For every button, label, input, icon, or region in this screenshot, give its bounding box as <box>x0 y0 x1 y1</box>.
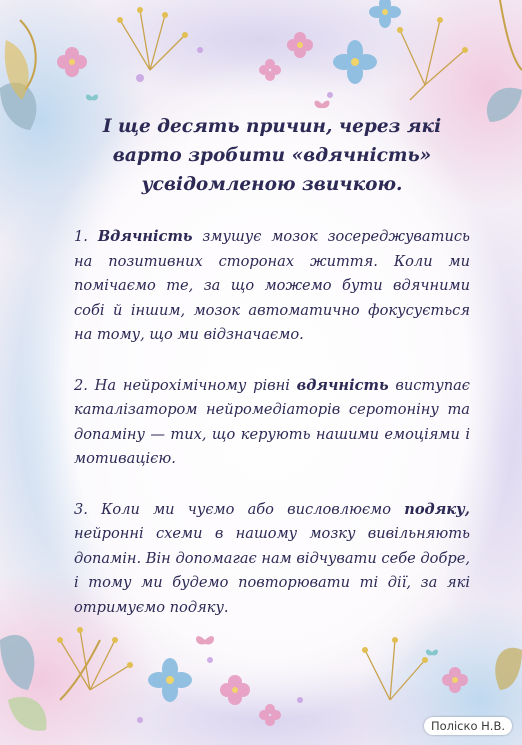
page-title: І ще десять причин, через які варто зробити «вдячність» усвідомленою звичкою. <box>102 116 442 195</box>
paragraph-2-lead: 2. На нейрохімічному рівні <box>74 376 297 394</box>
paragraph-3 <box>74 498 470 621</box>
document-body <box>74 112 470 646</box>
paragraph-2-bold: вдячність <box>296 376 389 394</box>
paragraph-3-lead: 3. Коли ми чуємо або висловлюємо <box>74 500 405 518</box>
paragraph-2 <box>74 374 470 472</box>
paragraph-3-bold: подяку, <box>404 500 470 518</box>
paragraph-1-bold: Вдячність <box>97 228 193 245</box>
paragraph-2-text: виступає каталізатором нейромедіаторів серотоніну та допаміну — тих, що керують нашими емоціями і мотивацією. <box>74 376 470 467</box>
paragraph-3-text: нейронні схеми в нашому мозку вивільняють допамін. Він допомагає нам відчувати себе добре, і тому ми будемо повторювати ті дії, за які отримуємо подяку. <box>74 525 470 616</box>
author-signature: Поліско Н.В. <box>424 717 512 735</box>
paragraph-1 <box>74 225 470 348</box>
paragraph-1-lead: 1. <box>74 228 98 245</box>
paragraph-1-text: змушує мозок зосереджуватись на позитивних сторонах життя. Коли ми помічаємо те, за що можемо бути вдячними собі й іншим, мозок автоматично фокусується на тому, що ми відзначаємо. <box>74 228 470 343</box>
